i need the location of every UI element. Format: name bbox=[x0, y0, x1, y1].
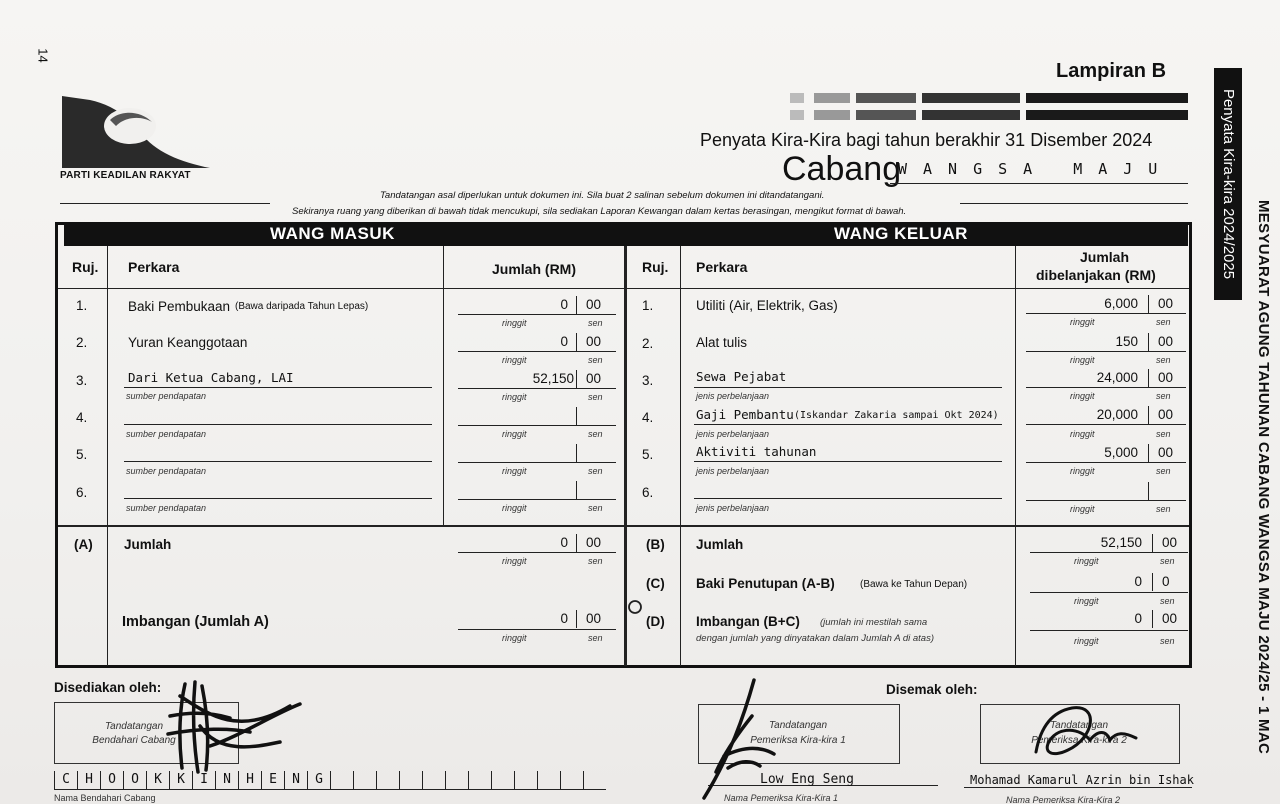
keluar-row-ruj: 6. bbox=[642, 485, 654, 500]
sen-caption: sen bbox=[1160, 596, 1175, 606]
sen-caption: sen bbox=[588, 556, 603, 566]
keluar-row-ringgit: 6,000 bbox=[1104, 296, 1138, 311]
ringgit-caption: ringgit bbox=[502, 556, 527, 566]
masuk-row-sen: 00 bbox=[586, 334, 602, 349]
keluar-row-ringgit: 24,000 bbox=[1096, 370, 1138, 385]
name-letter-box: N bbox=[284, 771, 307, 790]
name-letter-box bbox=[445, 771, 468, 790]
masuk-total-ref: (A) bbox=[74, 537, 93, 552]
name-letter-box: C bbox=[54, 771, 77, 790]
ringgit-caption: ringgit bbox=[1070, 504, 1095, 514]
masuk-total-label: Jumlah bbox=[124, 537, 172, 552]
name-letter-box bbox=[537, 771, 560, 790]
name-letter-box: O bbox=[123, 771, 146, 790]
auditor2-box-line-2: Pemeriksa Kira-kira 2 bbox=[1031, 735, 1127, 746]
masuk-row-ringgit: 0 bbox=[560, 334, 568, 349]
keluar-row-label: Aktiviti tahunan bbox=[696, 444, 817, 459]
name-letter-box: I bbox=[192, 771, 215, 790]
keluar-row-ringgit: 5,000 bbox=[1104, 445, 1138, 460]
treasurer-box-line-2: Bendahari Cabang bbox=[92, 735, 176, 746]
name-letter-box: K bbox=[169, 771, 192, 790]
auditor1-box-line-2: Pemeriksa Kira-kira 1 bbox=[750, 735, 846, 746]
masuk-row-ruj: 3. bbox=[76, 373, 88, 388]
sen-caption: sen bbox=[1156, 429, 1171, 439]
name-letter-box: G bbox=[307, 771, 330, 790]
ringgit-caption: ringgit bbox=[1074, 636, 1099, 646]
lampiran-label: Lampiran B bbox=[1056, 60, 1167, 82]
keluar-row-sen: 00 bbox=[1158, 407, 1174, 422]
keluar-row-label: Gaji Pembantu bbox=[696, 407, 794, 422]
auditor2-signature-icon bbox=[1020, 700, 1140, 760]
name-letter-box bbox=[376, 771, 399, 790]
name-letter-box bbox=[330, 771, 353, 790]
circle-mark-icon bbox=[626, 598, 644, 616]
keluar-row-ruj: 3. bbox=[642, 373, 654, 388]
name-letter-box: E bbox=[261, 771, 284, 790]
keluar-closing-note: (Bawa ke Tahun Depan) bbox=[860, 579, 968, 590]
sen-caption: sen bbox=[588, 355, 603, 365]
ringgit-caption: ringgit bbox=[502, 318, 527, 328]
name-letter-box bbox=[353, 771, 376, 790]
ringgit-caption: ringgit bbox=[1074, 556, 1099, 566]
expense-hint: jenis perbelanjaan bbox=[696, 466, 770, 476]
expense-hint: jenis perbelanjaan bbox=[696, 429, 770, 439]
masuk-row-ruj: 1. bbox=[76, 298, 88, 313]
name-letter-box bbox=[491, 771, 514, 790]
sen-caption: sen bbox=[1156, 355, 1171, 365]
header-rule-left bbox=[60, 203, 270, 204]
ringgit-caption: ringgit bbox=[1070, 317, 1095, 327]
keluar-total-ringgit: 52,150 bbox=[1100, 535, 1142, 550]
sen-caption: sen bbox=[588, 466, 603, 476]
cabang-underline bbox=[890, 183, 1188, 184]
keluar-col-perkara: Perkara bbox=[696, 259, 748, 275]
sen-caption: sen bbox=[1156, 391, 1171, 401]
masuk-row-sen: 00 bbox=[586, 297, 602, 312]
masuk-row-ruj: 6. bbox=[76, 485, 88, 500]
source-hint: sumber pendapatan bbox=[126, 391, 207, 401]
masuk-col-ruj: Ruj. bbox=[72, 259, 99, 275]
name-letter-box bbox=[422, 771, 445, 790]
ringgit-caption: ringgit bbox=[1070, 391, 1095, 401]
auditor2-box-line-1: Tandatangan bbox=[1049, 720, 1109, 731]
auditor2-name: Mohamad Kamarul Azrin bin Ishak bbox=[970, 773, 1194, 787]
wang-keluar-heading: WANG KELUAR bbox=[834, 224, 968, 243]
keluar-total-ref: (B) bbox=[646, 537, 665, 552]
keluar-balance-sen: 00 bbox=[1162, 611, 1178, 626]
name-letter-box: O bbox=[100, 771, 123, 790]
keluar-row-label: Sewa Pejabat bbox=[696, 369, 787, 384]
name-letter-box: H bbox=[77, 771, 100, 790]
name-letter-box: H bbox=[238, 771, 261, 790]
sen-caption: sen bbox=[588, 318, 603, 328]
source-hint: sumber pendapatan bbox=[126, 466, 207, 476]
keluar-row-sen: 00 bbox=[1158, 296, 1174, 311]
keluar-row-ruj: 4. bbox=[642, 410, 654, 425]
keluar-closing-ringgit: 0 bbox=[1134, 574, 1142, 589]
name-letter-box: N bbox=[215, 771, 238, 790]
name-letter-box bbox=[399, 771, 422, 790]
cabang-name: WANGSA MAJU bbox=[898, 160, 1174, 178]
masuk-row-label: Baki Pembukaan bbox=[128, 299, 231, 314]
sen-caption: sen bbox=[588, 429, 603, 439]
keluar-closing-label: Baki Penutupan (A-B) bbox=[696, 576, 835, 591]
auditor1-caption: Nama Pemeriksa Kira-Kira 1 bbox=[724, 793, 839, 803]
keluar-row-note: (Iskandar Zakaria sampai Okt 2024) bbox=[794, 410, 999, 421]
masuk-row-ruj: 5. bbox=[76, 447, 88, 462]
section-band bbox=[64, 222, 1188, 246]
sen-caption: sen bbox=[588, 392, 603, 402]
treasurer-signature-icon bbox=[140, 676, 310, 776]
masuk-row-ringgit: 52,150 bbox=[532, 371, 574, 386]
sidebar-tab-text: Penyata Kira-kira 2024/2025 bbox=[1220, 88, 1237, 280]
instruction-note-1: Tandatangan asal diperlukan untuk dokumen ini. Sila buat 2 salinan sebelum dokumen ini ditandatangani. bbox=[380, 190, 825, 201]
name-letter-box bbox=[583, 771, 606, 790]
ringgit-caption: ringgit bbox=[1070, 355, 1095, 365]
sen-caption: sen bbox=[1160, 636, 1175, 646]
keluar-closing-ref: (C) bbox=[646, 576, 665, 591]
wang-masuk-heading: WANG MASUK bbox=[270, 224, 395, 243]
keluar-balance-ref: (D) bbox=[646, 614, 665, 629]
header-rule-right bbox=[960, 203, 1188, 204]
masuk-row-note: (Bawa daripada Tahun Lepas) bbox=[235, 301, 369, 312]
masuk-row-ruj: 2. bbox=[76, 335, 88, 350]
keluar-col-ruj: Ruj. bbox=[642, 259, 669, 275]
meeting-title: MESYUARAT AGUNG TAHUNAN CABANG WANGSA MAJU 2024/25 - 1 MAC bbox=[1255, 200, 1272, 755]
sen-caption: sen bbox=[588, 503, 603, 513]
keluar-row-label: Alat tulis bbox=[696, 335, 748, 350]
sen-caption: sen bbox=[1156, 317, 1171, 327]
auditor2-name-line bbox=[964, 787, 1192, 788]
keluar-row-ruj: 1. bbox=[642, 298, 654, 313]
masuk-balance-sen: 00 bbox=[586, 611, 602, 626]
keluar-total-label: Jumlah bbox=[696, 537, 744, 552]
name-letter-box bbox=[514, 771, 537, 790]
ringgit-caption: ringgit bbox=[1070, 466, 1095, 476]
checked-by-label: Disemak oleh: bbox=[886, 682, 978, 697]
masuk-col-jumlah: Jumlah (RM) bbox=[492, 261, 576, 277]
source-hint: sumber pendapatan bbox=[126, 429, 207, 439]
masuk-row-label: Dari Ketua Cabang, LAI bbox=[128, 370, 294, 385]
name-letter-box bbox=[560, 771, 583, 790]
name-letter-box: K bbox=[146, 771, 169, 790]
keluar-row-sen: 00 bbox=[1158, 445, 1174, 460]
keluar-row-label: Utiliti (Air, Elektrik, Gas) bbox=[696, 298, 838, 313]
ringgit-caption: ringgit bbox=[502, 355, 527, 365]
treasurer-box-line-1: Tandatangan bbox=[104, 721, 164, 732]
keluar-col-jumlah-1: Jumlah bbox=[1080, 249, 1130, 265]
source-hint: sumber pendapatan bbox=[126, 503, 207, 513]
keluar-row-ruj: 5. bbox=[642, 447, 654, 462]
keluar-row-sen: 00 bbox=[1158, 370, 1174, 385]
expense-hint: jenis perbelanjaan bbox=[696, 391, 770, 401]
statement-title: Penyata Kira-Kira bagi tahun berakhir 31 Disember 2024 bbox=[700, 130, 1153, 150]
keluar-row-ringgit: 20,000 bbox=[1096, 407, 1138, 422]
sen-caption: sen bbox=[1156, 504, 1171, 514]
keluar-balance-note-2: dengan jumlah yang dinyatakan dalam Jumlah A di atas) bbox=[696, 633, 934, 644]
auditor1-box-line-1: Tandatangan bbox=[768, 720, 828, 731]
expense-hint: jenis perbelanjaan bbox=[696, 503, 770, 513]
masuk-row-ruj: 4. bbox=[76, 410, 88, 425]
masuk-total-sen: 00 bbox=[586, 535, 602, 550]
ringgit-caption: ringgit bbox=[502, 466, 527, 476]
ringgit-caption: ringgit bbox=[502, 503, 527, 513]
masuk-balance-ringgit: 0 bbox=[560, 611, 568, 626]
keluar-balance-label: Imbangan (B+C) bbox=[696, 614, 800, 629]
keluar-row-ringgit: 150 bbox=[1115, 334, 1138, 349]
sen-caption: sen bbox=[588, 633, 603, 643]
treasurer-name-boxes bbox=[54, 771, 606, 790]
instruction-note-2: Sekiranya ruang yang diberikan di bawah tidak mencukupi, sila sediakan Laporan Kewangan dalam kertas berasingan, mengikut format di bawah. bbox=[292, 206, 907, 217]
prepared-by-label: Disediakan oleh: bbox=[54, 680, 162, 695]
keluar-total-sen: 00 bbox=[1162, 535, 1178, 550]
ringgit-caption: ringgit bbox=[502, 633, 527, 643]
treasurer-name-caption: Nama Bendahari Cabang bbox=[54, 793, 156, 803]
keluar-row-ruj: 2. bbox=[642, 336, 654, 351]
page-number: 14 bbox=[35, 48, 51, 63]
masuk-col-perkara: Perkara bbox=[128, 259, 180, 275]
ringgit-caption: ringgit bbox=[502, 429, 527, 439]
name-letter-box bbox=[468, 771, 491, 790]
keluar-row-sen: 00 bbox=[1158, 334, 1174, 349]
ringgit-caption: ringgit bbox=[1074, 596, 1099, 606]
masuk-row-ringgit: 0 bbox=[560, 297, 568, 312]
cabang-label: Cabang bbox=[782, 150, 902, 188]
sen-caption: sen bbox=[1156, 466, 1171, 476]
sen-caption: sen bbox=[1160, 556, 1175, 566]
party-logo bbox=[60, 92, 210, 172]
keluar-balance-note-1: (jumlah ini mestilah sama bbox=[820, 617, 928, 628]
keluar-col-jumlah-2: dibelanjakan (RM) bbox=[1036, 267, 1156, 283]
auditor1-name: Low Eng Seng bbox=[760, 772, 854, 787]
masuk-total-ringgit: 0 bbox=[560, 535, 568, 550]
masuk-row-sen: 00 bbox=[586, 371, 602, 386]
masuk-row-label: Yuran Keanggotaan bbox=[128, 335, 248, 350]
header-bars bbox=[790, 93, 1188, 123]
ringgit-caption: ringgit bbox=[502, 392, 527, 402]
keluar-balance-ringgit: 0 bbox=[1134, 611, 1142, 626]
auditor2-caption: Nama Pemeriksa Kira-Kira 2 bbox=[1006, 795, 1121, 804]
ringgit-caption: ringgit bbox=[1070, 429, 1095, 439]
masuk-balance-label: Imbangan (Jumlah A) bbox=[122, 614, 269, 630]
logo-text: PARTI KEADILAN RAKYAT bbox=[60, 170, 191, 181]
keluar-closing-sen: 0 bbox=[1162, 574, 1170, 589]
auditor1-signature-icon bbox=[694, 676, 784, 804]
